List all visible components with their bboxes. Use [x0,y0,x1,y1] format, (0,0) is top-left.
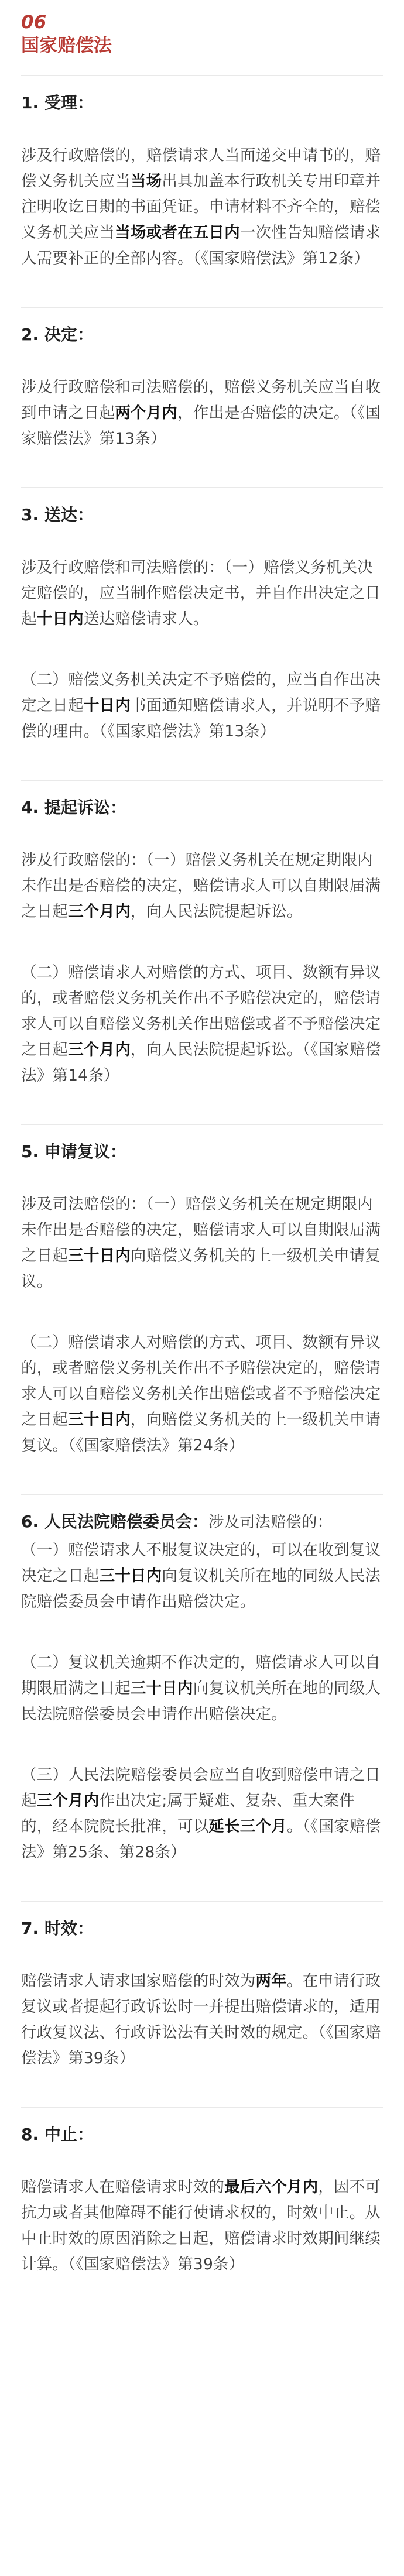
section-heading [21,322,383,348]
section-divider [21,2107,383,2108]
paragraph-text: 向复议机关所在地的同级人民法院赔偿委员会申请作出赔偿决定。 [21,1567,381,1611]
paragraph-text: （一）赔偿请求人不服复议决定的，可以在收到复议决定之日起 [21,1541,381,1585]
section-heading [21,1139,383,1165]
law-section [21,307,383,452]
section-divider [21,75,383,76]
emphasis-text: 三十日内 [68,1247,131,1265]
paragraph-text: 涉及行政赔偿的：（一）赔偿义务机关在规定期限内未作出是否赔偿的决定，赔偿请求人可以自期限届满之日起 [21,851,381,921]
paragraph-text: 作出决定;属于疑难、复杂、重大案件的，经本院院长批准，可以 [21,1792,355,1836]
section-paragraph [21,1538,383,1615]
paragraph-text: （二）赔偿义务机关决定不予赔偿的，应当自作出决定之日起 [21,671,381,715]
section-title: 国家赔偿法 [21,35,112,56]
paragraph-text: ，因不可抗力或者其他障碍不能行使请求权的，时效中止。从中止时效的原因消除之日起，赔偿请求时效期间继续计算。（《国家赔偿法》第39条） [21,2178,381,2273]
paragraph-text: 赔偿请求人在赔偿请求时效的 [21,2178,225,2196]
section-divider [21,307,383,308]
section-paragraph [21,1330,383,1459]
section-heading [21,2122,383,2148]
section-paragraph [21,848,383,925]
section-heading-label: 7. 时效： [21,1919,94,1938]
section-heading-label: 4. 提起诉讼： [21,798,126,817]
paragraph-text: （三）人民法院赔偿委员会应当自收到赔偿申请之日起 [21,1766,381,1810]
paragraph-text: ，向人民法院提起诉讼。（《国家赔偿法》第14条） [21,1041,381,1085]
law-section [21,487,383,745]
emphasis-text: 延长三个月 [208,1817,287,1836]
paragraph-text: 送达赔偿请求人。 [83,610,209,628]
emphasis-text: 十日内 [83,697,131,715]
section-heading [21,1916,383,1942]
emphasis-text: 十日内 [36,610,84,628]
section-heading [21,795,383,821]
article-page [0,11,404,2576]
section-divider [21,1124,383,1125]
paragraph-text: 向赔偿义务机关的上一级机关申请复议。 [21,1247,381,1291]
section-paragraph [21,667,383,745]
law-section [21,1124,383,1459]
section-number: 06 [21,12,47,33]
emphasis-text: 三十日内 [99,1567,162,1585]
section-paragraph [21,960,383,1089]
emphasis-text: 三十日内 [68,1411,131,1429]
section-paragraph [21,2174,383,2277]
section-heading [21,1509,383,1535]
paragraph-text: （二）赔偿请求人对赔偿的方式、项目、数额有异议的，或者赔偿义务机关作出不予赔偿决定的，赔偿请求人可以自赔偿义务机关作出赔偿或者不予赔偿决定之日起 [21,963,381,1059]
paragraph-text: ，向人民法院提起诉讼。 [130,903,303,921]
law-section [21,75,383,272]
law-section [21,1901,383,2071]
emphasis-text: 当场或者在五日内 [115,224,240,242]
paragraph-text: 。（《国家赔偿法》第25条、第28条） [21,1817,381,1861]
emphasis-text: 两年 [255,1972,287,1990]
paragraph-text: （二）复议机关逾期不作决定的，赔偿请求人可以自期限届满之日起 [21,1654,381,1697]
section-heading-label: 6. 人民法院赔偿委员会： [21,1512,208,1531]
section-heading-label: 1. 受理： [21,93,94,112]
section-heading-label: 3. 送达： [21,505,94,524]
section-divider [21,487,383,488]
section-divider [21,1494,383,1495]
section-heading-label: 5. 申请复议： [21,1142,126,1161]
emphasis-text: 两个月内 [115,404,178,422]
paragraph-text: 一次性告知赔偿请求人需要补正的全部内容。（《国家赔偿法》第12条） [21,224,381,267]
emphasis-text: 三十日内 [130,1679,193,1697]
paragraph-text: ，作出是否赔偿的决定。（《国家赔偿法》第13条） [21,404,381,448]
paragraph-text: 向复议机关所在地的同级人民法院赔偿委员会申请作出赔偿决定。 [21,1679,381,1723]
paragraph-text: 涉及行政赔偿和司法赔偿的：（一）赔偿义务机关决定赔偿的，应当制作赔偿决定书，并自作出决定之日起 [21,558,381,628]
emphasis-text: 当场 [130,172,162,190]
paragraph-text: 出具加盖本行政机关专用印章并注明收讫日期的书面凭证。申请材料不齐全的，赔偿义务机关应当 [21,172,381,242]
paragraph-text: 涉及行政赔偿的，赔偿请求人当面递交申请书的，赔偿义务机关应当 [21,146,381,190]
section-paragraph [21,143,383,272]
article-content [21,75,383,2277]
emphasis-text: 最后六个月内 [224,2178,319,2196]
law-section [21,2107,383,2277]
section-heading-tail: 涉及司法赔偿的： [208,1513,333,1531]
section-paragraph [21,1968,383,2071]
law-section [21,780,383,1089]
paragraph-text: 赔偿请求人请求国家赔偿的时效为 [21,1972,256,1990]
paragraph-text: 。在申请行政复议或者提起行政诉讼时一并提出赔偿请求的，适用行政复议法、行政诉讼法有关时效的规定。（《国家赔偿法》第39条） [21,1972,381,2067]
paragraph-text: （二）赔偿请求人对赔偿的方式、项目、数额有异议的，或者赔偿义务机关作出不予赔偿决定的，赔偿请求人可以自赔偿义务机关作出赔偿或者不予赔偿决定之日起 [21,1333,381,1429]
section-heading [21,90,383,116]
paragraph-text: 涉及司法赔偿的：（一）赔偿义务机关在规定期限内未作出是否赔偿的决定，赔偿请求人可以自期限届满之日起 [21,1195,381,1265]
section-divider [21,780,383,781]
emphasis-text: 三个月内 [68,903,131,921]
paragraph-text: 书面通知赔偿请求人，并说明不予赔偿的理由。（《国家赔偿法》第13条） [21,697,381,740]
section-heading [21,502,383,528]
section-paragraph [21,375,383,452]
section-heading-label: 2. 决定： [21,325,94,344]
emphasis-text: 三个月内 [68,1041,131,1059]
section-paragraph [21,1762,383,1865]
paragraph-text: ，向赔偿义务机关的上一级机关申请复议。（《国家赔偿法》第24条） [21,1411,381,1455]
paragraph-text: 涉及行政赔偿和司法赔偿的，赔偿义务机关应当自收到申请之日起 [21,378,381,422]
section-divider [21,1901,383,1902]
section-paragraph [21,555,383,632]
emphasis-text: 三个月内 [36,1792,100,1810]
section-paragraph [21,1650,383,1727]
section-paragraph [21,1192,383,1295]
law-section [21,1494,383,1865]
section-heading-label: 8. 中止： [21,2125,94,2144]
